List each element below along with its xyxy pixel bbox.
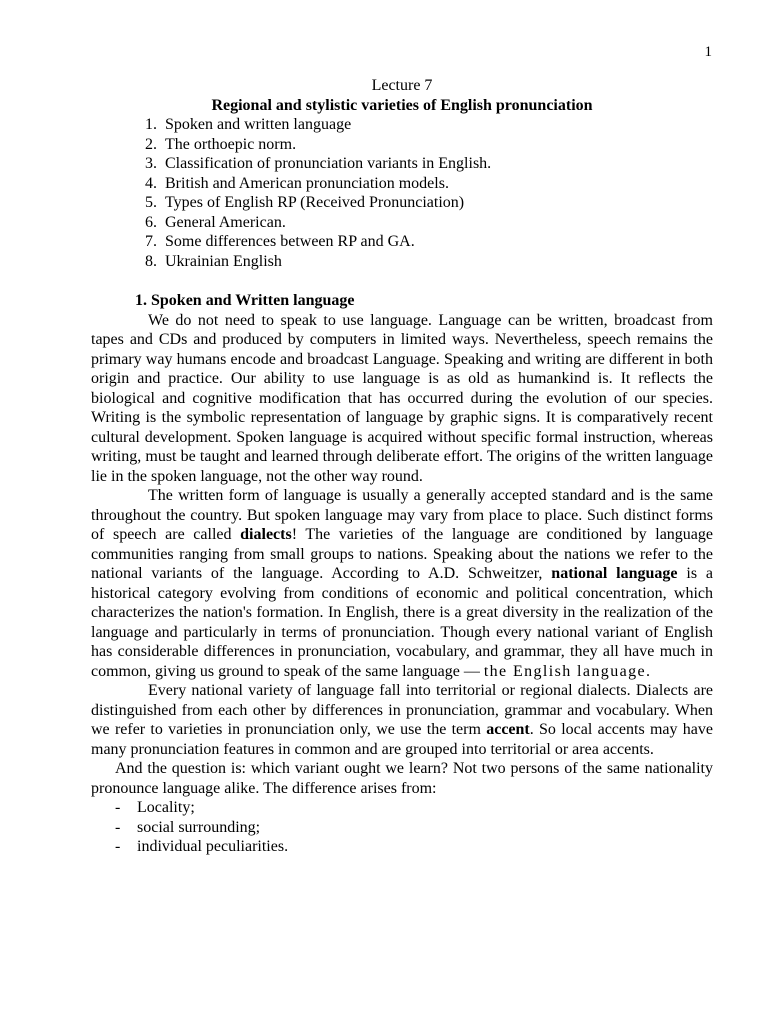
toc-item: 2. The orthoepic norm.	[161, 135, 713, 155]
toc-item: 3. Classification of pronunciation variants in English.	[161, 154, 713, 174]
page-number: 1	[704, 44, 712, 60]
paragraph-3-text-a: Every national variety of language fall into territorial or regional dialects. Dialects are distinguished from each other by differences in pronunciation, grammar and vocabulary. When we refer to varieties in pronunciation only, we use the term	[91, 682, 713, 738]
paragraph-3	[91, 681, 713, 759]
document-body	[91, 76, 713, 857]
toc-item: 8. Ukrainian English	[161, 252, 713, 272]
term-accent: accent	[486, 721, 530, 738]
list-item: - social surrounding;	[115, 818, 713, 838]
term-national-language: national language	[551, 565, 678, 582]
paragraph-1: We do not need to speak to use language. Language can be written, broadcast from tapes and CDs and produced by computers in limited ways. Nevertheless, speech remains the primary way humans encode and broadcast Language. Speaking and writing are different in both origin and practice. Our ability to use language is as old as humankind is. It reflects the biological and cognitive modification that has occurred during the evolution of our species. Writing is the symbolic representation of language by graphic signs. It is comparatively recent cultural development. Spoken language is acquired without specific formal instruction, whereas writing, must be taught and learned through deliberate effort. The origins of the written language lie in the spoken language, not the other way round.	[91, 311, 713, 485]
term-dialects: dialects	[240, 526, 292, 543]
toc-item: 4. British and American pronunciation models.	[161, 174, 713, 194]
paragraph-2	[91, 486, 713, 681]
paragraph-2-text-a: The written form of language is usually a generally accepted standard and is the same throughout the country. But spoken language may vary from place to place. Such distinct forms of speech are called	[91, 487, 713, 543]
paragraph-2-text-b: ! The varieties of the language are conditioned by language communities ranging from small groups to nations. Speaking about the nations we refer to the national variants of the language. According to A.D. Schweitzer,	[91, 526, 714, 582]
toc-item: 1. Spoken and written language	[161, 115, 713, 135]
document-title: Regional and stylistic varieties of English pronunciation	[211, 96, 593, 114]
spaced-phrase: the English language	[483, 662, 646, 680]
toc-item: 5. Types of English RP (Received Pronunciation)	[161, 193, 713, 213]
list-item: - individual peculiarities.	[115, 837, 713, 857]
toc-item: 6. General American.	[161, 213, 713, 233]
paragraph-2-end: .	[646, 662, 650, 680]
paragraph-3-text-b: . So local accents may have many pronunciation features in common and are grouped into territorial or area accents.	[91, 721, 714, 758]
table-of-contents	[91, 115, 713, 271]
section-heading: 1. Spoken and Written language	[135, 292, 355, 309]
paragraph-2-text-c: is a historical category evolving from conditions of economic and political concentration, which characterizes the nation's formation. In English, there is a great diversity in the realization of the language and particularly in terms of pronunciation. Though every national variant of English has considerable differences in pronunciation, vocabulary, and grammar, they all have much in common, giving us ground to speak of the same language —	[91, 565, 714, 680]
difference-list	[91, 798, 713, 857]
lecture-label: Lecture 7	[371, 77, 433, 94]
toc-item: 7. Some differences between RP and GA.	[161, 232, 713, 252]
list-item: - Locality;	[115, 798, 713, 818]
paragraph-4: And the question is: which variant ought we learn? Not two persons of the same nationality pronounce language alike. The difference arises from:	[91, 760, 713, 797]
